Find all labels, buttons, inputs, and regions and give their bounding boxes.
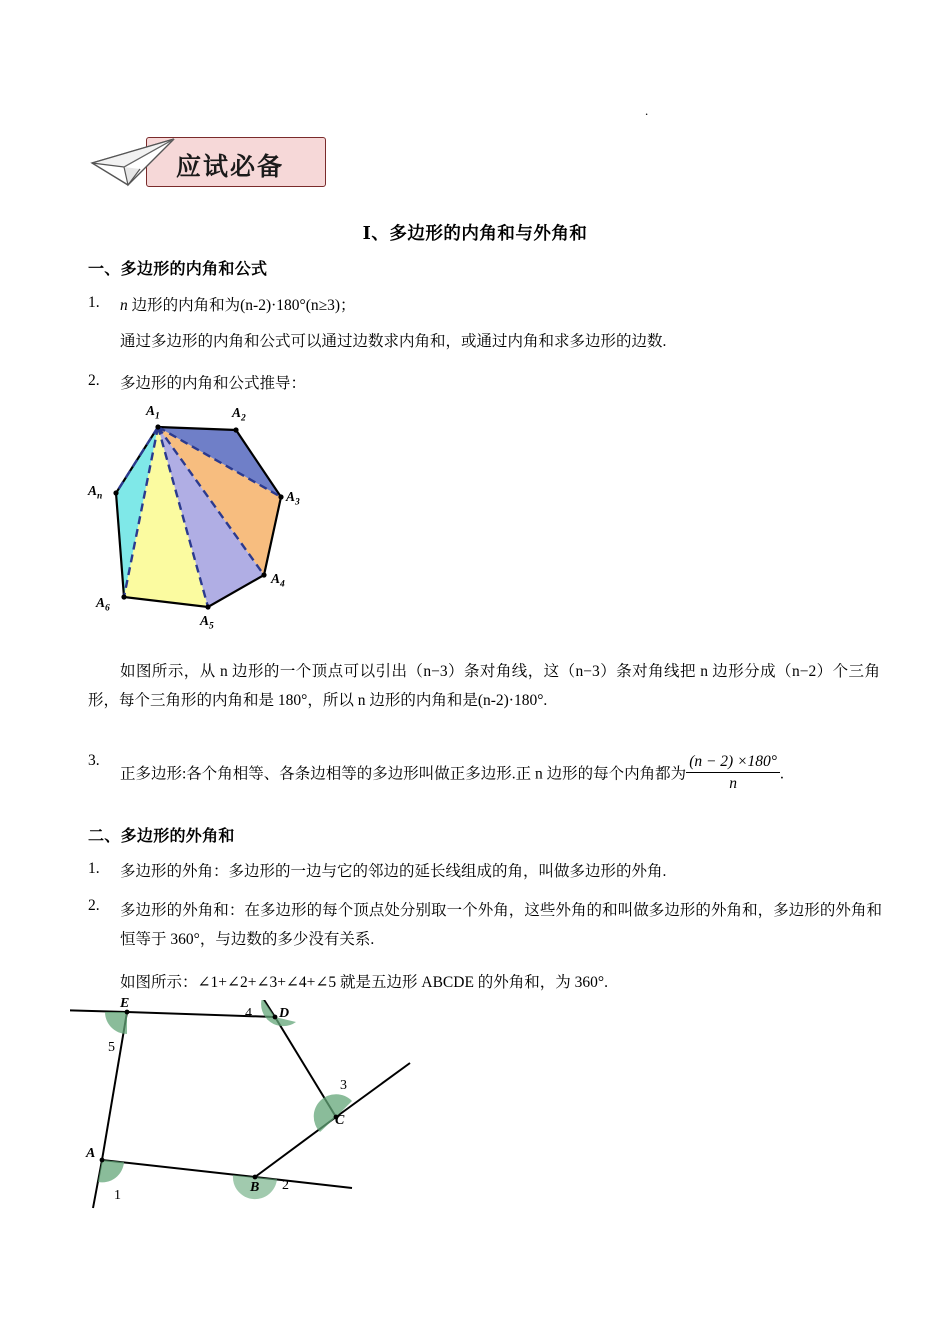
exterior-angle-arcs bbox=[98, 1000, 352, 1199]
angle-label-2: 2 bbox=[282, 1178, 289, 1193]
vertex-label-A: A bbox=[86, 1146, 96, 1161]
list-number-1-2: 2. bbox=[88, 372, 100, 389]
vertex-label-A1: $A_1$ bbox=[146, 403, 160, 422]
polygon-diagonals-diagram bbox=[86, 405, 426, 655]
pentagon-svg bbox=[70, 1000, 490, 1230]
angle-label-4: 4 bbox=[245, 1006, 252, 1021]
pentagon-exterior-angles-diagram bbox=[70, 996, 490, 1230]
pentagon-vertex-dots bbox=[100, 1010, 339, 1180]
item-1-1-rest: 边形的内角和为(n-2)·180°(n≥3)； bbox=[127, 297, 356, 314]
vertex-label-A2: $A_2$ bbox=[232, 405, 246, 424]
heading-exterior-angle-sum: 二、多边形的外角和 bbox=[88, 828, 235, 845]
vertex-label-A5: $A_5$ bbox=[200, 613, 214, 632]
example-text: 如图所示：∠1+∠2+∠3+∠4+∠5 就是五边形 ABCDE 的外角和，为 360°. bbox=[120, 974, 609, 991]
item-1-3-text bbox=[120, 752, 910, 794]
fraction-numerator: (n − 2) ×180° bbox=[686, 752, 780, 773]
list-number-2-1: 1. bbox=[88, 860, 100, 877]
section-title: Ⅰ、多边形的内角和与外角和 bbox=[362, 223, 588, 243]
vertex-label-A6: $A_6$ bbox=[96, 595, 110, 614]
item-2-2-text: 多边形的外角和：在多边形的每个顶点处分别取一个外角，这些外角的和叫做多边形的外角和，多边形的外角和恒等于 360°，与边数的多少没有关系. bbox=[120, 902, 882, 948]
vertex-label-An: $A_n$ bbox=[88, 483, 103, 502]
vertex-label-A3: $A_3$ bbox=[286, 489, 300, 508]
vertex-label-B: B bbox=[250, 1180, 260, 1195]
banner-label: 应试必备 bbox=[176, 153, 285, 181]
item-1-3-pre: 正多边形:各个角相等、各条边相等的多边形叫做正多边形.正 n 边形的每个内角都为 bbox=[120, 765, 687, 783]
regular-polygon-angle-fraction bbox=[686, 752, 780, 794]
banner bbox=[88, 133, 326, 189]
heading-interior-angle-formula: 一、多边形的内角和公式 bbox=[88, 261, 268, 278]
item-1-3-post: . bbox=[780, 765, 784, 783]
pentagon-edges bbox=[102, 1012, 336, 1177]
list-number-2-2: 2. bbox=[88, 897, 100, 914]
fraction-denominator: n bbox=[729, 775, 737, 793]
item-1-1-line1 bbox=[120, 294, 880, 318]
angle-label-3: 3 bbox=[340, 1078, 347, 1093]
page-top-mark: . bbox=[645, 103, 649, 118]
italic-n: n bbox=[120, 297, 128, 314]
vertex-label-D: D bbox=[279, 1006, 290, 1021]
angle-label-5: 5 bbox=[108, 1040, 115, 1055]
item-1-1-line2: 通过多边形的内角和公式可以通过边数求内角和，或通过内角和求多边形的边数. bbox=[120, 333, 667, 350]
item-1-2-text: 多边形的内角和公式推导： bbox=[120, 375, 307, 392]
list-number-1-3: 3. bbox=[88, 752, 100, 769]
vertex-label-C: C bbox=[335, 1113, 345, 1128]
polygon-svg bbox=[86, 405, 426, 655]
vertex-label-A4: $A_4$ bbox=[271, 571, 285, 590]
vertex-label-E: E bbox=[120, 996, 130, 1011]
item-2-1-text: 多边形的外角：多边形的一边与它的邻边的延长线组成的角，叫做多边形的外角. bbox=[120, 863, 667, 880]
paper-plane-icon bbox=[88, 133, 184, 189]
figure-1-caption: 如图所示，从 n 边形的一个顶点可以引出（n−3）条对角线，这（n−3）条对角线把 n 边形分成（n−2）个三角形，每个三角形的内角和是 180°，所以 n 边形的内角和是(n-2)·180°. bbox=[88, 663, 880, 709]
list-number-1-1: 1. bbox=[88, 294, 100, 311]
angle-label-1: 1 bbox=[114, 1188, 121, 1203]
